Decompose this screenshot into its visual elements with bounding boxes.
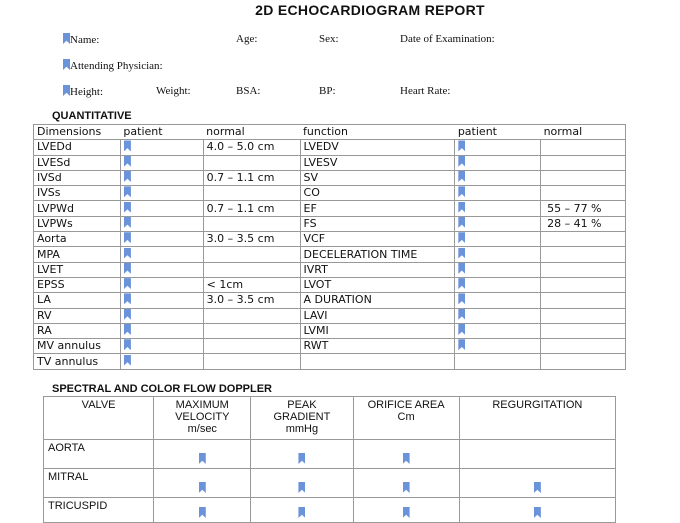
sex-label: Sex: [319, 33, 339, 45]
valve-name-cell: TRICUSPID [44, 498, 154, 523]
function-cell: LVEDV [300, 140, 455, 155]
col-header: patient [120, 125, 203, 140]
bookmark-icon [124, 263, 131, 274]
dimension-cell: LA [34, 293, 121, 308]
bookmark-icon [403, 453, 410, 464]
normal-cell [203, 339, 300, 354]
weight-label: Weight: [156, 85, 191, 97]
function-normal-cell [541, 277, 626, 292]
dimension-cell: LVET [34, 262, 121, 277]
normal-cell [203, 186, 300, 201]
bp-label: BP: [319, 85, 336, 97]
valve-name-cell: MITRAL [44, 469, 154, 498]
table-row [34, 155, 626, 170]
patient-input-cell[interactable] [120, 308, 203, 323]
col-header [459, 397, 615, 440]
bookmark-icon [458, 186, 465, 197]
dimension-cell: EPSS [34, 277, 121, 292]
doppler-input-cell[interactable] [251, 498, 353, 523]
height-label: Height: [70, 86, 103, 98]
normal-cell: 0.7 – 1.1 cm [203, 201, 300, 216]
function-normal-cell [541, 170, 626, 185]
table-row [34, 247, 626, 262]
dimension-cell: LVESd [34, 155, 121, 170]
patient-input-cell[interactable] [120, 323, 203, 338]
bookmark-icon [199, 453, 206, 464]
quantitative-heading: QUANTITATIVE [52, 110, 132, 122]
function-normal-cell: 28 – 41 % [541, 216, 626, 231]
bookmark-icon [124, 217, 131, 228]
name-field[interactable] [63, 33, 99, 46]
col-header [251, 397, 353, 440]
doppler-input-cell[interactable] [353, 469, 459, 498]
function-normal-cell [541, 140, 626, 155]
doppler-header-row [44, 397, 616, 440]
function-normal-cell [541, 232, 626, 247]
function-patient-input-cell[interactable] [455, 216, 541, 231]
bookmark-icon [63, 59, 70, 70]
bookmark-icon [458, 309, 465, 320]
bookmark-icon [124, 186, 131, 197]
patient-input-cell[interactable] [120, 155, 203, 170]
table-row [34, 293, 626, 308]
doppler-input-cell[interactable] [459, 498, 615, 523]
date-label: Date of Examination: [400, 33, 495, 45]
function-cell [300, 354, 455, 369]
function-normal-cell [541, 323, 626, 338]
function-normal-cell [541, 354, 626, 369]
bookmark-icon [534, 482, 541, 493]
col-header: Dimensions [34, 125, 121, 140]
function-patient-input-cell[interactable] [455, 277, 541, 292]
patient-input-cell[interactable] [120, 277, 203, 292]
bookmark-icon [534, 507, 541, 518]
normal-cell: 3.0 – 3.5 cm [203, 293, 300, 308]
table-row [34, 186, 626, 201]
function-patient-input-cell[interactable] [455, 354, 541, 369]
heart-rate-label: Heart Rate: [400, 85, 451, 97]
bookmark-icon [124, 309, 131, 320]
bookmark-icon [199, 507, 206, 518]
col-header: function [300, 125, 455, 140]
bookmark-icon [63, 33, 70, 44]
normal-cell [203, 216, 300, 231]
bookmark-icon [124, 171, 131, 182]
function-normal-cell [541, 247, 626, 262]
function-normal-cell [541, 186, 626, 201]
age-label: Age: [236, 33, 258, 45]
doppler-input-cell[interactable] [251, 440, 353, 469]
height-field[interactable] [63, 85, 103, 98]
table-row [34, 323, 626, 338]
function-cell: LAVI [300, 308, 455, 323]
bookmark-icon [124, 232, 131, 243]
table-row [34, 339, 626, 354]
patient-input-cell[interactable] [120, 201, 203, 216]
function-normal-cell [541, 262, 626, 277]
function-patient-input-cell[interactable] [455, 339, 541, 354]
table-row [34, 216, 626, 231]
bookmark-icon [458, 232, 465, 243]
table-row [34, 277, 626, 292]
function-patient-input-cell[interactable] [455, 262, 541, 277]
patient-input-cell[interactable] [120, 232, 203, 247]
header-line: ORIFICE AREA [367, 399, 445, 411]
patient-input-cell[interactable] [120, 186, 203, 201]
doppler-input-cell[interactable] [154, 498, 251, 523]
bookmark-icon [458, 278, 465, 289]
physician-field[interactable] [63, 59, 163, 72]
bsa-label: BSA: [236, 85, 261, 97]
doppler-input-cell[interactable] [251, 469, 353, 498]
bookmark-icon [63, 85, 70, 96]
bookmark-icon [124, 278, 131, 289]
dimension-cell: MPA [34, 247, 121, 262]
dimension-cell: IVSd [34, 170, 121, 185]
normal-cell: 4.0 – 5.0 cm [203, 140, 300, 155]
quantitative-table [33, 124, 626, 370]
patient-input-cell[interactable] [120, 140, 203, 155]
bookmark-icon [458, 156, 465, 167]
bookmark-icon [458, 324, 465, 335]
bookmark-icon [458, 248, 465, 259]
function-patient-input-cell[interactable] [455, 308, 541, 323]
dimension-cell: RV [34, 308, 121, 323]
normal-cell: 3.0 – 3.5 cm [203, 232, 300, 247]
function-normal-cell [541, 293, 626, 308]
bookmark-icon [298, 453, 305, 464]
col-header: normal [203, 125, 300, 140]
normal-cell [203, 155, 300, 170]
normal-cell: 0.7 – 1.1 cm [203, 170, 300, 185]
doppler-input-cell[interactable] [154, 469, 251, 498]
function-cell: LVMI [300, 323, 455, 338]
doppler-input-cell[interactable] [353, 440, 459, 469]
patient-input-cell[interactable] [120, 293, 203, 308]
normal-cell [203, 323, 300, 338]
function-cell: VCF [300, 232, 455, 247]
patient-input-cell[interactable] [120, 170, 203, 185]
bookmark-icon [298, 482, 305, 493]
bookmark-icon [124, 140, 131, 151]
bookmark-icon [458, 171, 465, 182]
function-normal-cell [541, 155, 626, 170]
function-normal-cell [541, 339, 626, 354]
table-row [44, 440, 616, 469]
bookmark-icon [124, 156, 131, 167]
bookmark-icon [458, 293, 465, 304]
function-cell: SV [300, 170, 455, 185]
doppler-input-cell[interactable] [459, 469, 615, 498]
function-cell: A DURATION [300, 293, 455, 308]
normal-cell [203, 247, 300, 262]
bookmark-icon [458, 339, 465, 350]
col-header [154, 397, 251, 440]
doppler-input-cell[interactable] [154, 440, 251, 469]
function-patient-input-cell[interactable] [455, 140, 541, 155]
dimension-cell: TV annulus [34, 354, 121, 369]
table-row [34, 262, 626, 277]
valve-name-cell: AORTA [44, 440, 154, 469]
bookmark-icon [458, 202, 465, 213]
normal-cell [203, 262, 300, 277]
bookmark-icon [403, 482, 410, 493]
bookmark-icon [199, 482, 206, 493]
bookmark-icon [124, 339, 131, 350]
patient-input-cell[interactable] [120, 354, 203, 369]
bookmark-icon [124, 202, 131, 213]
name-label: Name: [70, 34, 100, 46]
function-patient-input-cell[interactable] [455, 155, 541, 170]
header-line: m/sec [187, 423, 217, 435]
col-header: patient [455, 125, 541, 140]
header-line: MAXIMUM [175, 399, 229, 411]
quantitative-header-row [34, 125, 626, 140]
function-patient-input-cell[interactable] [455, 186, 541, 201]
table-row [34, 140, 626, 155]
doppler-table [43, 396, 616, 523]
normal-cell [203, 354, 300, 369]
header-line: VALVE [81, 399, 116, 411]
bookmark-icon [403, 507, 410, 518]
dimension-cell: LVPWs [34, 216, 121, 231]
function-normal-cell [541, 308, 626, 323]
dimension-cell: LVEDd [34, 140, 121, 155]
bookmark-icon [458, 263, 465, 274]
table-row [44, 469, 616, 498]
patient-input-cell[interactable] [120, 262, 203, 277]
bookmark-icon [458, 140, 465, 151]
bookmark-icon [298, 507, 305, 518]
header-line: PEAK [287, 399, 317, 411]
function-cell: FS [300, 216, 455, 231]
table-row [34, 354, 626, 369]
function-patient-input-cell[interactable] [455, 247, 541, 262]
patient-input-cell[interactable] [120, 216, 203, 231]
header-line: mmHg [285, 423, 319, 435]
function-normal-cell: 55 – 77 % [541, 201, 626, 216]
bookmark-icon [124, 293, 131, 304]
function-patient-input-cell[interactable] [455, 170, 541, 185]
col-header: normal [541, 125, 626, 140]
function-cell: CO [300, 186, 455, 201]
report-title: 2D ECHOCARDIOGRAM REPORT [255, 2, 485, 18]
header-line: GRADIENT [273, 411, 331, 423]
normal-cell: < 1cm [203, 277, 300, 292]
col-header [44, 397, 154, 440]
dimension-cell: MV annulus [34, 339, 121, 354]
function-cell: RWT [300, 339, 455, 354]
table-row [34, 232, 626, 247]
header-line: Cm [397, 411, 415, 423]
doppler-input-cell[interactable] [353, 498, 459, 523]
doppler-heading: SPECTRAL AND COLOR FLOW DOPPLER [52, 383, 272, 395]
table-row [34, 308, 626, 323]
col-header [353, 397, 459, 440]
doppler-input-cell[interactable] [459, 440, 615, 469]
function-cell: EF [300, 201, 455, 216]
bookmark-icon [124, 324, 131, 335]
normal-cell [203, 308, 300, 323]
dimension-cell: Aorta [34, 232, 121, 247]
function-cell: LVESV [300, 155, 455, 170]
function-cell: DECELERATION TIME [300, 247, 455, 262]
physician-label: Attending Physician: [70, 60, 163, 72]
function-patient-input-cell[interactable] [455, 201, 541, 216]
function-patient-input-cell[interactable] [455, 293, 541, 308]
function-patient-input-cell[interactable] [455, 323, 541, 338]
patient-input-cell[interactable] [120, 247, 203, 262]
function-cell: LVOT [300, 277, 455, 292]
table-row [34, 170, 626, 185]
dimension-cell: RA [34, 323, 121, 338]
bookmark-icon [124, 248, 131, 259]
bookmark-icon [124, 355, 131, 366]
function-patient-input-cell[interactable] [455, 232, 541, 247]
table-row [34, 201, 626, 216]
dimension-cell: LVPWd [34, 201, 121, 216]
bookmark-icon [458, 217, 465, 228]
header-line: VELOCITY [175, 411, 230, 423]
function-cell: IVRT [300, 262, 455, 277]
header-line: REGURGITATION [492, 399, 583, 411]
patient-input-cell[interactable] [120, 339, 203, 354]
table-row [44, 498, 616, 523]
dimension-cell: IVSs [34, 186, 121, 201]
